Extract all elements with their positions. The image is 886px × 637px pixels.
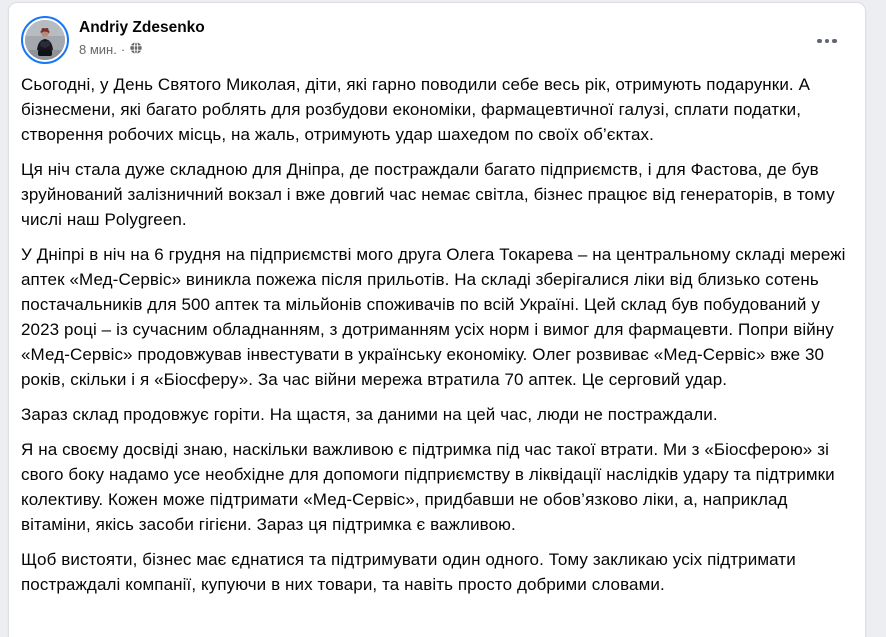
avatar-person-illustration [25, 20, 65, 60]
post-paragraph: Ця ніч стала дуже складною для Дніпра, де постраждали багато підприємств, і для Фастова, де був зруйнований залізничний вокзал і вже довгий час немає світла, бізнес працює від генераторів, в тому числі наш Polygreen. [21, 160, 835, 229]
post-paragraph: Зараз склад продовжує горіти. На щастя, за даними на цей час, люди не постраждали. [21, 405, 718, 424]
avatar[interactable] [21, 16, 69, 64]
meta-separator: · [120, 42, 126, 57]
post-meta [79, 41, 205, 59]
author-name[interactable]: Andriy Zdesenko [79, 19, 205, 36]
ellipsis-icon [817, 39, 822, 44]
more-options-button[interactable] [811, 29, 843, 53]
timestamp[interactable]: 8 мин. [79, 42, 117, 57]
post-paragraph: Сьогодні, у День Святого Миколая, діти, які гарно поводили себе весь рік, отримують подарунки. А бізнесмени, які багато роблять для розбудови економіки, фармацевтичної галузі, сплати податки, створення робочих місць, на жаль, отримують удар шахедом по своїх об’єктах. [21, 75, 811, 144]
post-body-text [9, 70, 865, 597]
author-block [79, 16, 205, 59]
facebook-post-card [8, 2, 866, 637]
post-paragraph: Я на своєму досвіді знаю, наскільки важливою є підтримка під час такої втрати. Ми з «Біосферою» зі свого боку надамо усе необхідне для допомоги підприємству в ліквідації наслідків удару та підтримки колективу. Кожен може підтримати «Мед-Сервіс», придбавши не обов’язково ліки, а, наприклад вітаміни, якісь засоби гігієни. Зараз ця підтримка є важливою. [21, 440, 835, 534]
globe-icon [129, 41, 143, 59]
post-header [9, 3, 865, 70]
post-paragraph: У Дніпрі в ніч на 6 грудня на підприємстві мого друга Олега Токарева – на центральному складі мережі аптек «Мед-Сервіс» виникла пожежа після прильотів. На складі зберігалися ліки від близько сотень постачальників для 500 аптек та мільйонів споживачів по всій Україні. Цей склад був побудований у 2023 році – із сучасним обладнанням, з дотриманням усіх норм і вимог для фармацевти. Попри війну «Мед-Сервіс» продовжував інвестувати в українську економіку. Олег розвиває «Мед-Сервіс» вже 30 років, скільки і я «Біосферу». За час війни мережа втратила 70 аптек. Це серговий удар. [21, 245, 846, 389]
post-paragraph: Щоб вистояти, бізнес має єднатися та підтримувати один одного. Тому закликаю усіх підтримати постраждалі компанії, купуючи в них товари, та навіть просто добрими словами. [21, 550, 796, 594]
avatar-photo [25, 20, 65, 60]
